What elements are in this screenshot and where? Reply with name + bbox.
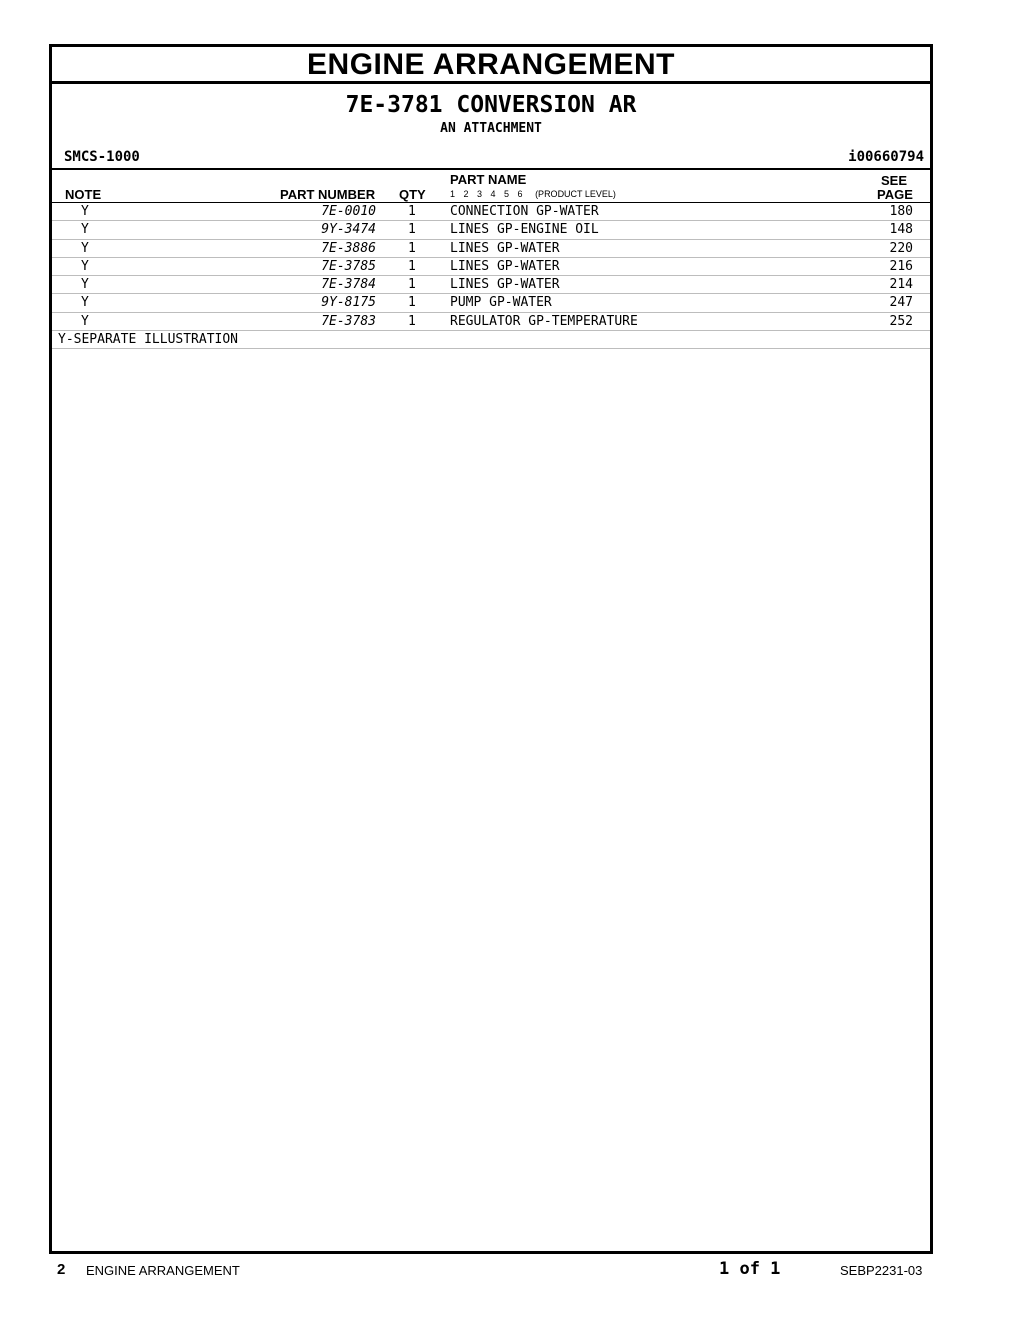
table-row bbox=[52, 313, 930, 331]
row-part-name: LINES GP-ENGINE OIL bbox=[450, 222, 599, 238]
row-note: Y bbox=[81, 258, 89, 274]
row-see-page: 214 bbox=[889, 277, 913, 293]
row-see-page: 180 bbox=[889, 204, 913, 219]
row-note: Y bbox=[81, 240, 89, 256]
row-note: Y bbox=[81, 313, 89, 329]
table-row bbox=[52, 203, 930, 221]
row-qty: 1 bbox=[408, 204, 416, 219]
footer-section-title: ENGINE ARRANGEMENT bbox=[86, 1263, 240, 1278]
row-part-number: 9Y-8175 bbox=[321, 295, 376, 311]
row-see-page: 148 bbox=[889, 222, 913, 238]
row-part-number: 9Y-3474 bbox=[321, 222, 376, 238]
row-part-name: REGULATOR GP-TEMPERATURE bbox=[450, 313, 638, 329]
row-part-name: CONNECTION GP-WATER bbox=[450, 204, 599, 219]
product-level-label: (PRODUCT LEVEL) bbox=[535, 189, 616, 199]
row-part-number: 7E-3784 bbox=[321, 277, 376, 293]
row-part-name: LINES GP-WATER bbox=[450, 277, 560, 293]
part-subtitle: AN ATTACHMENT bbox=[440, 121, 542, 136]
row-part-number: 7E-3886 bbox=[321, 240, 376, 256]
row-part-number: 7E-3783 bbox=[321, 313, 376, 329]
page-title: ENGINE ARRANGEMENT bbox=[52, 47, 930, 84]
column-header-part-name: PART NAME bbox=[450, 172, 527, 187]
illustration-id: i00660794 bbox=[848, 149, 924, 165]
part-title: 7E-3781 CONVERSION AR bbox=[345, 92, 637, 118]
column-header-part-number: PART NUMBER bbox=[280, 187, 376, 202]
table-row bbox=[52, 258, 930, 276]
page-frame bbox=[49, 44, 933, 1254]
row-part-name: LINES GP-WATER bbox=[450, 240, 560, 256]
row-see-page: 247 bbox=[889, 295, 913, 311]
table-footnote: Y-SEPARATE ILLUSTRATION bbox=[52, 331, 930, 349]
row-see-page: 220 bbox=[889, 240, 913, 256]
row-qty: 1 bbox=[408, 258, 416, 274]
row-part-name: PUMP GP-WATER bbox=[450, 295, 552, 311]
table-row bbox=[52, 276, 930, 294]
table-row bbox=[52, 294, 930, 312]
column-header-qty: QTY bbox=[399, 187, 426, 202]
row-see-page: 252 bbox=[889, 313, 913, 329]
row-part-number: 7E-3785 bbox=[321, 258, 376, 274]
product-levels bbox=[450, 188, 616, 200]
column-header-page: PAGE bbox=[877, 187, 913, 202]
row-note: Y bbox=[81, 295, 89, 311]
row-note: Y bbox=[81, 222, 89, 238]
row-qty: 1 bbox=[408, 313, 416, 329]
footer-document-id: SEBP2231-03 bbox=[840, 1263, 923, 1278]
column-header-note: NOTE bbox=[65, 187, 102, 202]
smcs-code: SMCS-1000 bbox=[64, 149, 140, 165]
row-qty: 1 bbox=[408, 295, 416, 311]
footer-page-of: 1 of 1 bbox=[719, 1259, 781, 1279]
table-row bbox=[52, 221, 930, 239]
row-part-name: LINES GP-WATER bbox=[450, 258, 560, 274]
column-header-see: SEE bbox=[881, 173, 908, 188]
header-divider bbox=[52, 168, 930, 170]
row-qty: 1 bbox=[408, 222, 416, 238]
row-note: Y bbox=[81, 277, 89, 293]
parts-table bbox=[52, 203, 930, 349]
row-qty: 1 bbox=[408, 240, 416, 256]
footer-page-number: 2 bbox=[57, 1261, 66, 1278]
table-row bbox=[52, 240, 930, 258]
product-level-numbers: 1 2 3 4 5 6 bbox=[450, 189, 523, 199]
row-qty: 1 bbox=[408, 277, 416, 293]
row-note: Y bbox=[81, 204, 89, 219]
row-part-number: 7E-0010 bbox=[321, 204, 376, 219]
row-see-page: 216 bbox=[889, 258, 913, 274]
